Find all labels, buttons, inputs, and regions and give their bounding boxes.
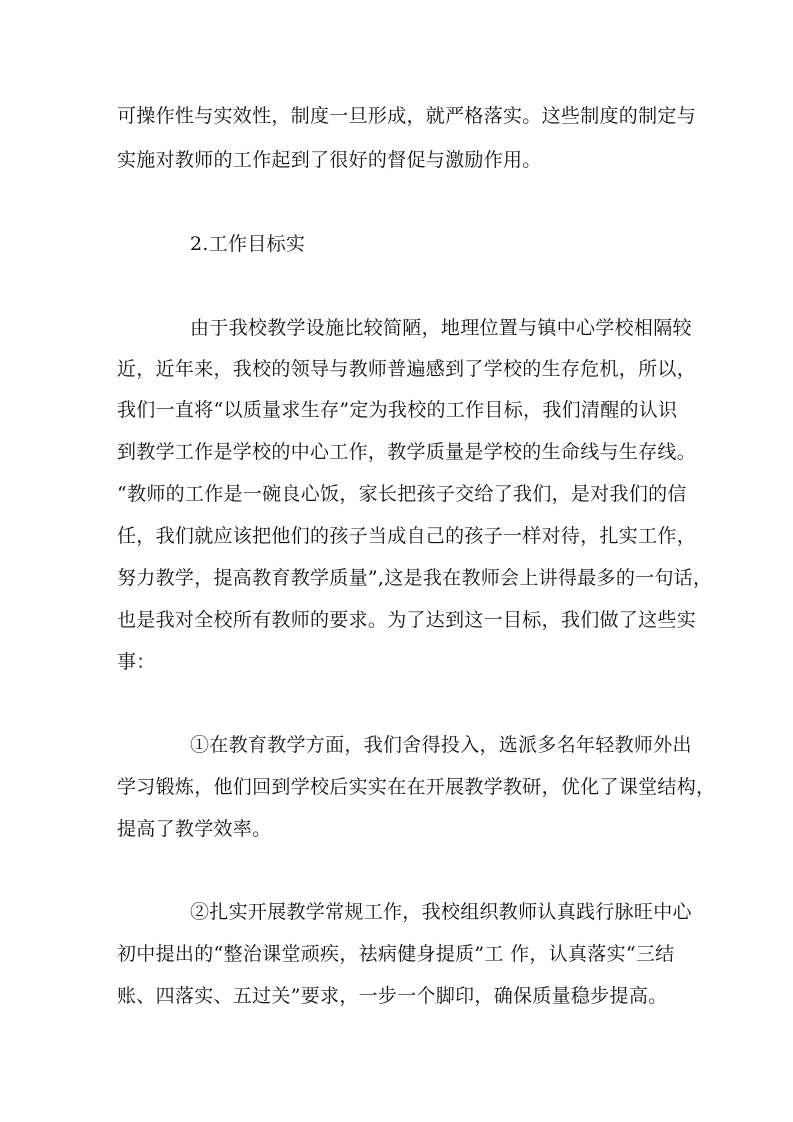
paragraph-line: 账、四落实、五过关”要求，一步一个脚印，确保质量稳步提高。	[117, 985, 668, 1007]
paragraph-line: 事：	[117, 651, 156, 673]
paragraph-line: 实施对教师的工作起到了很好的督促与激励作用。	[117, 149, 542, 171]
paragraph-line: 由于我校教学设施比较简陋，地理位置与镇中心学校相隔较	[190, 317, 692, 339]
paragraph-line: 任，我们就应该把他们的孩子当成自己的孩子一样对待，扎实工作，	[117, 525, 697, 547]
paragraph-line: 提高了教学效率。	[117, 818, 272, 840]
paragraph-line: “教师的工作是一碗良心饭，家长把孩子交给了我们，是对我们的信	[117, 483, 687, 505]
section-heading: 2.工作目标实	[190, 233, 306, 255]
paragraph-line: 学习锻炼，他们回到学校后实实在在开展教学教研，优化了课堂结构，	[117, 776, 716, 798]
paragraph-line: 我们一直将“以质量求生存”定为我校的工作目标，我们清醒的认识	[117, 399, 678, 421]
paragraph-line: 近，近年来，我校的领导与教师普遍感到了学校的生存危机，所以，	[117, 358, 697, 380]
paragraph-line: 到教学工作是学校的中心工作，教学质量是学校的生命线与生存线。	[117, 441, 697, 463]
paragraph-line: 初中提出的“整治课堂顽疾，祛病健身提质”工 作，认真落实“三结	[117, 943, 675, 965]
paragraph-line: ②扎实开展教学常规工作，我校组织教师认真践行脉旺中心	[190, 901, 692, 923]
paragraph-line: ①在教育教学方面，我们舍得投入，选派多名年轻教师外出	[190, 734, 692, 756]
paragraph-line: 努力教学，提高教育教学质量”,这是我在教师会上讲得最多的一句话，	[117, 567, 713, 589]
paragraph-line: 也是我对全校所有教师的要求。为了达到这一目标，我们做了这些实	[117, 609, 697, 631]
paragraph-line: 可操作性与实效性，制度一旦形成，就严格落实。这些制度的制定与	[117, 105, 697, 127]
